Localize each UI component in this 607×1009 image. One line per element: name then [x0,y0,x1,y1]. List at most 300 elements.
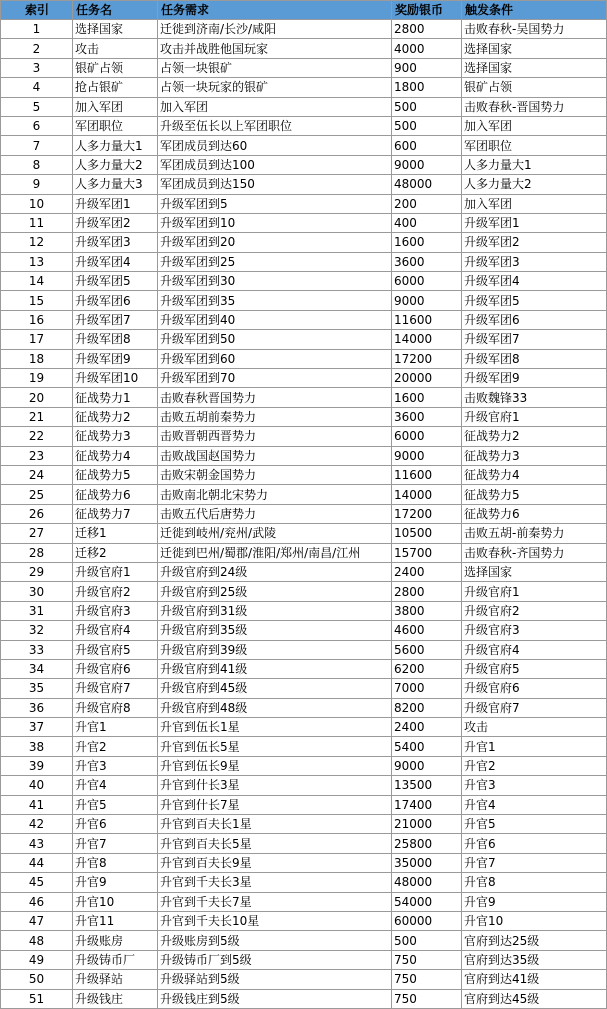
reward-silver-cell: 2800 [392,582,462,601]
trigger-condition-cell: 击败春秋-晋国势力 [462,97,607,116]
trigger-condition-cell: 升级军团3 [462,252,607,271]
task-name-cell: 升级账房 [73,931,158,950]
trigger-condition-cell: 升级官府4 [462,640,607,659]
trigger-condition-cell: 官府到达35级 [462,950,607,969]
reward-silver-cell: 1600 [392,233,462,252]
index-cell: 47 [1,911,73,930]
task-name-cell: 升级官府2 [73,582,158,601]
reward-silver-cell: 10500 [392,524,462,543]
task-name-cell: 升级军团7 [73,310,158,329]
reward-silver-cell: 9000 [392,446,462,465]
task-requirement-cell: 升级军团到70 [158,369,392,388]
task-name-cell: 升级军团3 [73,233,158,252]
reward-silver-cell: 25800 [392,834,462,853]
trigger-condition-cell: 升级官府1 [462,407,607,426]
reward-silver-cell: 60000 [392,911,462,930]
table-row [1,446,607,465]
index-cell: 13 [1,252,73,271]
trigger-condition-cell: 升级军团2 [462,233,607,252]
table-row [1,291,607,310]
task-name-cell: 攻击 [73,39,158,58]
task-requirement-cell: 升官到伍长1星 [158,718,392,737]
task-requirement-cell: 升级至伍长以上军团职位 [158,116,392,135]
task-name-cell: 升级驿站 [73,970,158,989]
task-requirement-cell: 升级军团到5 [158,194,392,213]
reward-silver-cell: 8200 [392,698,462,717]
index-cell: 38 [1,737,73,756]
task-name-cell: 征战势力4 [73,446,158,465]
task-requirement-cell: 迁徙到济南/长沙/咸阳 [158,20,392,39]
reward-silver-cell: 5400 [392,737,462,756]
table-row [1,39,607,58]
header-index: 索引 [1,1,73,20]
index-cell: 43 [1,834,73,853]
reward-silver-cell: 6000 [392,272,462,291]
reward-silver-cell: 9000 [392,756,462,775]
trigger-condition-cell: 军团职位 [462,136,607,155]
task-name-cell: 升级军团2 [73,213,158,232]
table-row [1,776,607,795]
reward-silver-cell: 2400 [392,718,462,737]
task-name-cell: 升级官府8 [73,698,158,717]
trigger-condition-cell: 官府到达25级 [462,931,607,950]
task-name-cell: 升官10 [73,892,158,911]
task-requirement-cell: 击败南北朝北宋势力 [158,485,392,504]
reward-silver-cell: 11600 [392,465,462,484]
task-name-cell: 征战势力5 [73,465,158,484]
task-name-cell: 升级军团8 [73,330,158,349]
task-requirement-cell: 升级铸币厂到5级 [158,950,392,969]
task-requirement-cell: 升官到千夫长7星 [158,892,392,911]
trigger-condition-cell: 征战势力3 [462,446,607,465]
table-row [1,698,607,717]
task-requirement-cell: 升级军团到35 [158,291,392,310]
reward-silver-cell: 500 [392,97,462,116]
task-requirement-cell: 占领一块玩家的银矿 [158,78,392,97]
header-task-requirement: 任务需求 [158,1,392,20]
task-requirement-cell: 击败宋朝金国势力 [158,465,392,484]
reward-silver-cell: 3800 [392,601,462,620]
table-row [1,543,607,562]
task-name-cell: 升级钱庄 [73,989,158,1008]
task-name-cell: 升级军团6 [73,291,158,310]
task-requirement-cell: 击败战国赵国势力 [158,446,392,465]
task-requirement-cell: 升官到百夫长1星 [158,815,392,834]
table-row [1,233,607,252]
table-row [1,116,607,135]
task-requirement-cell: 升级官府到41级 [158,659,392,678]
task-name-cell: 升官9 [73,873,158,892]
index-cell: 9 [1,175,73,194]
reward-silver-cell: 11600 [392,310,462,329]
task-requirement-cell: 升级官府到31级 [158,601,392,620]
table-row [1,815,607,834]
table-row [1,272,607,291]
task-requirement-cell: 升级军团到10 [158,213,392,232]
task-name-cell: 升级官府3 [73,601,158,620]
task-requirement-cell: 军团成员到达60 [158,136,392,155]
index-cell: 29 [1,562,73,581]
table-row [1,562,607,581]
task-requirement-cell: 升级官府到48级 [158,698,392,717]
trigger-condition-cell: 升级军团5 [462,291,607,310]
task-name-cell: 征战势力6 [73,485,158,504]
reward-silver-cell: 750 [392,970,462,989]
trigger-condition-cell: 升官7 [462,853,607,872]
reward-silver-cell: 21000 [392,815,462,834]
reward-silver-cell: 500 [392,931,462,950]
trigger-condition-cell: 升级官府7 [462,698,607,717]
index-cell: 26 [1,504,73,523]
header-row [1,1,607,20]
table-row [1,640,607,659]
reward-silver-cell: 35000 [392,853,462,872]
reward-silver-cell: 48000 [392,873,462,892]
task-requirement-cell: 击败五代后唐势力 [158,504,392,523]
table-row [1,20,607,39]
task-name-cell: 征战势力3 [73,427,158,446]
index-cell: 33 [1,640,73,659]
table-row [1,931,607,950]
reward-silver-cell: 2400 [392,562,462,581]
reward-silver-cell: 7000 [392,679,462,698]
task-name-cell: 升官1 [73,718,158,737]
index-cell: 39 [1,756,73,775]
reward-silver-cell: 900 [392,58,462,77]
index-cell: 40 [1,776,73,795]
table-row [1,892,607,911]
table-row [1,427,607,446]
index-cell: 28 [1,543,73,562]
task-requirement-cell: 攻击并战胜他国玩家 [158,39,392,58]
table-row [1,911,607,930]
table-row [1,310,607,329]
index-cell: 51 [1,989,73,1008]
task-requirement-cell: 升级账房到5级 [158,931,392,950]
index-cell: 5 [1,97,73,116]
index-cell: 2 [1,39,73,58]
task-requirement-cell: 升级军团到40 [158,310,392,329]
table-row [1,213,607,232]
index-cell: 21 [1,407,73,426]
trigger-condition-cell: 升级官府3 [462,621,607,640]
task-name-cell: 升官8 [73,853,158,872]
task-name-cell: 升官2 [73,737,158,756]
reward-silver-cell: 6000 [392,427,462,446]
trigger-condition-cell: 加入军团 [462,116,607,135]
reward-silver-cell: 17400 [392,795,462,814]
reward-silver-cell: 17200 [392,504,462,523]
index-cell: 41 [1,795,73,814]
task-name-cell: 升官6 [73,815,158,834]
task-requirement-cell: 升官到伍长5星 [158,737,392,756]
table-row [1,194,607,213]
index-cell: 15 [1,291,73,310]
task-name-cell: 升官4 [73,776,158,795]
header-task-name: 任务名 [73,1,158,20]
task-requirement-cell: 迁徙到岐州/兖州/武陵 [158,524,392,543]
index-cell: 1 [1,20,73,39]
index-cell: 27 [1,524,73,543]
index-cell: 12 [1,233,73,252]
task-requirement-cell: 升官到什长3星 [158,776,392,795]
trigger-condition-cell: 官府到达45级 [462,989,607,1008]
trigger-condition-cell: 选择国家 [462,58,607,77]
trigger-condition-cell: 人多力量大2 [462,175,607,194]
reward-silver-cell: 15700 [392,543,462,562]
index-cell: 25 [1,485,73,504]
index-cell: 7 [1,136,73,155]
trigger-condition-cell: 征战势力5 [462,485,607,504]
task-requirement-cell: 升级官府到24级 [158,562,392,581]
trigger-condition-cell: 征战势力6 [462,504,607,523]
index-cell: 24 [1,465,73,484]
reward-silver-cell: 9000 [392,291,462,310]
task-requirement-cell: 升级军团到25 [158,252,392,271]
task-requirement-cell: 升级官府到39级 [158,640,392,659]
task-requirement-cell: 升官到百夫长5星 [158,834,392,853]
index-cell: 46 [1,892,73,911]
task-name-cell: 升级官府7 [73,679,158,698]
task-requirement-cell: 升级驿站到5级 [158,970,392,989]
task-name-cell: 升级官府5 [73,640,158,659]
table-row [1,349,607,368]
task-name-cell: 选择国家 [73,20,158,39]
reward-silver-cell: 4600 [392,621,462,640]
reward-silver-cell: 500 [392,116,462,135]
reward-silver-cell: 14000 [392,330,462,349]
index-cell: 8 [1,155,73,174]
index-cell: 14 [1,272,73,291]
reward-silver-cell: 9000 [392,155,462,174]
task-requirement-cell: 迁徙到巴州/蜀郡/淮阳/郑州/南昌/江州 [158,543,392,562]
trigger-condition-cell: 升级军团6 [462,310,607,329]
trigger-condition-cell: 升官3 [462,776,607,795]
table-row [1,97,607,116]
index-cell: 34 [1,659,73,678]
reward-silver-cell: 750 [392,950,462,969]
task-requirement-cell: 升级官府到45级 [158,679,392,698]
table-row [1,136,607,155]
task-name-cell: 迁移2 [73,543,158,562]
reward-silver-cell: 1800 [392,78,462,97]
table-row [1,756,607,775]
index-cell: 45 [1,873,73,892]
index-cell: 35 [1,679,73,698]
task-requirement-cell: 升官到千夫长3星 [158,873,392,892]
index-cell: 50 [1,970,73,989]
table-row [1,252,607,271]
reward-silver-cell: 6200 [392,659,462,678]
index-cell: 10 [1,194,73,213]
trigger-condition-cell: 升官4 [462,795,607,814]
table-row [1,78,607,97]
reward-silver-cell: 20000 [392,369,462,388]
reward-silver-cell: 48000 [392,175,462,194]
reward-silver-cell: 3600 [392,407,462,426]
index-cell: 19 [1,369,73,388]
table-row [1,504,607,523]
task-requirement-cell: 升级官府到35级 [158,621,392,640]
index-cell: 31 [1,601,73,620]
reward-silver-cell: 200 [392,194,462,213]
task-requirement-cell: 升级军团到30 [158,272,392,291]
table-row [1,330,607,349]
trigger-condition-cell: 升级军团7 [462,330,607,349]
trigger-condition-cell: 升官5 [462,815,607,834]
table-row [1,853,607,872]
trigger-condition-cell: 加入军团 [462,194,607,213]
table-row [1,485,607,504]
trigger-condition-cell: 升官8 [462,873,607,892]
reward-silver-cell: 1600 [392,388,462,407]
task-requirement-cell: 升官到千夫长10星 [158,911,392,930]
task-name-cell: 升级军团9 [73,349,158,368]
header-trigger-condition: 触发条件 [462,1,607,20]
table-row [1,659,607,678]
task-name-cell: 人多力量大1 [73,136,158,155]
reward-silver-cell: 17200 [392,349,462,368]
index-cell: 11 [1,213,73,232]
trigger-condition-cell: 人多力量大1 [462,155,607,174]
header-reward-silver: 奖励银币 [392,1,462,20]
trigger-condition-cell: 击败春秋-齐国势力 [462,543,607,562]
reward-silver-cell: 600 [392,136,462,155]
task-name-cell: 人多力量大2 [73,155,158,174]
table-row [1,621,607,640]
table-row [1,58,607,77]
trigger-condition-cell: 升级军团8 [462,349,607,368]
index-cell: 48 [1,931,73,950]
index-cell: 17 [1,330,73,349]
table-row [1,388,607,407]
trigger-condition-cell: 选择国家 [462,39,607,58]
task-name-cell: 升官11 [73,911,158,930]
task-name-cell: 军团职位 [73,116,158,135]
reward-silver-cell: 14000 [392,485,462,504]
index-cell: 36 [1,698,73,717]
reward-silver-cell: 750 [392,989,462,1008]
index-cell: 32 [1,621,73,640]
task-name-cell: 升级官府1 [73,562,158,581]
task-name-cell: 升级官府4 [73,621,158,640]
table-row [1,989,607,1008]
task-name-cell: 升级军团4 [73,252,158,271]
task-name-cell: 征战势力1 [73,388,158,407]
index-cell: 37 [1,718,73,737]
index-cell: 49 [1,950,73,969]
trigger-condition-cell: 升官1 [462,737,607,756]
task-requirement-cell: 击败晋朝西晋势力 [158,427,392,446]
table-row [1,795,607,814]
trigger-condition-cell: 升级官府5 [462,659,607,678]
table-row [1,601,607,620]
task-requirement-cell: 升级军团到60 [158,349,392,368]
reward-silver-cell: 400 [392,213,462,232]
trigger-condition-cell: 升官2 [462,756,607,775]
index-cell: 23 [1,446,73,465]
table-row [1,175,607,194]
task-requirement-cell: 加入军团 [158,97,392,116]
table-row [1,950,607,969]
index-cell: 30 [1,582,73,601]
trigger-condition-cell: 升级军团1 [462,213,607,232]
reward-silver-cell: 54000 [392,892,462,911]
trigger-condition-cell: 升级官府1 [462,582,607,601]
reward-silver-cell: 5600 [392,640,462,659]
trigger-condition-cell: 官府到达41级 [462,970,607,989]
task-name-cell: 迁移1 [73,524,158,543]
task-requirement-cell: 击败五胡前秦势力 [158,407,392,426]
index-cell: 22 [1,427,73,446]
table-row [1,718,607,737]
trigger-condition-cell: 升级官府6 [462,679,607,698]
trigger-condition-cell: 升级军团9 [462,369,607,388]
trigger-condition-cell: 升官9 [462,892,607,911]
table-row [1,834,607,853]
task-requirement-cell: 升级钱庄到5级 [158,989,392,1008]
trigger-condition-cell: 升官6 [462,834,607,853]
trigger-condition-cell: 击败春秋-吴国势力 [462,20,607,39]
task-requirement-cell: 升官到百夫长9星 [158,853,392,872]
task-requirement-cell: 升级军团到20 [158,233,392,252]
task-requirement-cell: 升官到伍长9星 [158,756,392,775]
table-row [1,407,607,426]
table-row [1,465,607,484]
index-cell: 18 [1,349,73,368]
task-name-cell: 升级军团5 [73,272,158,291]
trigger-condition-cell: 升官10 [462,911,607,930]
task-name-cell: 征战势力2 [73,407,158,426]
index-cell: 6 [1,116,73,135]
table-row [1,155,607,174]
index-cell: 44 [1,853,73,872]
table-row [1,369,607,388]
task-name-cell: 升官3 [73,756,158,775]
index-cell: 3 [1,58,73,77]
trigger-condition-cell: 升级官府2 [462,601,607,620]
table-row [1,524,607,543]
table-row [1,737,607,756]
task-requirement-cell: 军团成员到达150 [158,175,392,194]
table-row [1,582,607,601]
task-requirement-cell: 升官到什长7星 [158,795,392,814]
task-name-cell: 升级军团10 [73,369,158,388]
task-name-cell: 升级铸币厂 [73,950,158,969]
task-requirement-cell: 击败春秋晋国势力 [158,388,392,407]
table-row [1,873,607,892]
task-name-cell: 升级官府6 [73,659,158,678]
trigger-condition-cell: 攻击 [462,718,607,737]
task-name-cell: 加入军团 [73,97,158,116]
task-requirement-cell: 升级官府到25级 [158,582,392,601]
trigger-condition-cell: 征战势力4 [462,465,607,484]
task-requirement-cell: 升级军团到50 [158,330,392,349]
index-cell: 4 [1,78,73,97]
reward-silver-cell: 13500 [392,776,462,795]
task-name-cell: 升官7 [73,834,158,853]
table-row [1,679,607,698]
task-name-cell: 升官5 [73,795,158,814]
reward-silver-cell: 2800 [392,20,462,39]
trigger-condition-cell: 征战势力2 [462,427,607,446]
task-name-cell: 升级军团1 [73,194,158,213]
trigger-condition-cell: 击败魏锋33 [462,388,607,407]
trigger-condition-cell: 升级军团4 [462,272,607,291]
task-name-cell: 抢占银矿 [73,78,158,97]
trigger-condition-cell: 击败五胡-前秦势力 [462,524,607,543]
task-name-cell: 征战势力7 [73,504,158,523]
